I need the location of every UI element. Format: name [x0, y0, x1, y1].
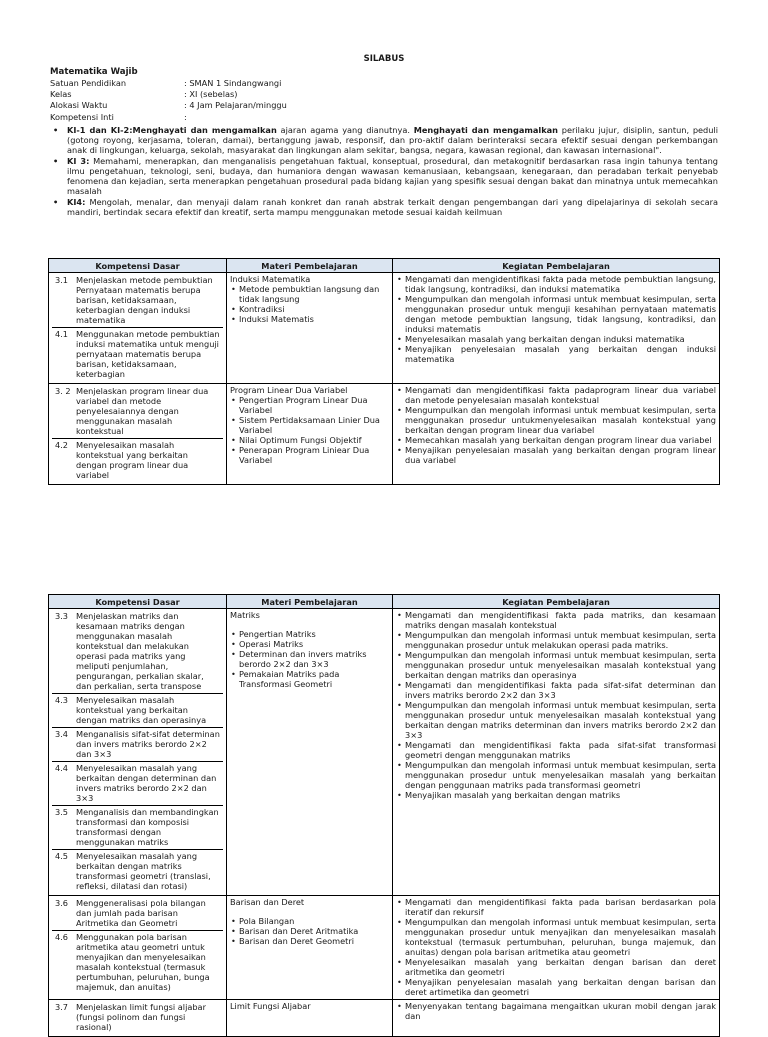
header-materi: Materi Pembelajaran — [227, 259, 393, 273]
kd-line — [55, 386, 220, 436]
kegiatan-cell — [393, 896, 720, 1000]
core-competency-item — [50, 197, 718, 217]
kegiatan-item: • Menyajikan penyelesaian masalah yang berkaitan dengan barisan dan deret artimetika dan geometri — [396, 977, 716, 997]
materi-list — [230, 395, 389, 465]
kd-number: 3. 2 — [55, 386, 71, 396]
materi-item: • Sistem Pertidaksamaan Linier Dua Variabel — [230, 415, 389, 435]
school-info — [50, 78, 287, 123]
kd-number: 3.6 — [55, 898, 69, 908]
info-row — [50, 100, 287, 111]
kegiatan-item: • Mengamati dan mengidentifikasi fakta padaprogram linear dua variabel dan metode penyelesaian masalah kontekstual — [396, 385, 716, 405]
info-label: Alokasi Waktu — [50, 100, 108, 111]
ki-text: Memahami, menerapkan, dan menganalisis pengetahuan faktual, konseptual, prosedural, dan metakognitif berdasarkan rasa ingin tahunya tentang ilmu pengetahuan, teknologi, seni, budaya, dan humaniora dengan wawasan kemanusiaan, kebangsaan, kenegaraan, dan peradaban terkait penyebab fenomena dan kejadian, serta menerapkan pengetahuan prosedural pada bidang kajian yang spesifik sesuai dengan bakat dan minatnya untuk memecahkan masalah — [67, 156, 718, 196]
header-kegiatan: Kegiatan Pembelajaran — [393, 259, 720, 273]
materi-item: • Pengertian Program Linear Dua Variabel — [230, 395, 389, 415]
kegiatan-item: • Mengumpulkan dan mengolah informasi untuk membuat kesimpulan, serta menggunakan prosedur untuk melakukan operasi pada matriks. — [396, 630, 716, 650]
info-value: : — [184, 111, 187, 122]
header-kegiatan: Kegiatan Pembelajaran — [393, 595, 720, 609]
ki-text: Mengolah, menalar, dan menyaji dalam ranah konkret dan ranah abstrak terkait dengan pengembangan dari yang dipelajarinya di sekolah secara mandiri, bertindak secara efektif dan kreatif, serta mampu menggunakan metode sesuai kaidah keilmuan — [67, 197, 718, 217]
kegiatan-item: • Mengumpulkan dan mengolah informasi untuk membuat kesimpulan, serta menggunakan prosedur untukmenyelesaikan masalah kontekstual yang berkaitan dengan program linear dua variabel — [396, 405, 716, 435]
kegiatan-item: • Menyelesaikan masalah yang berkaitan dengan barisan dan deret aritmetika dan geometri — [396, 957, 716, 977]
table-row — [49, 273, 720, 384]
materi-item: • Pengertian Matriks — [230, 629, 389, 639]
materi-item: • Metode pembuktian langsung dan tidak langsung — [230, 284, 389, 304]
info-row — [50, 89, 287, 100]
kd-entry — [52, 897, 223, 930]
header-kompetensi-dasar: Kompetensi Dasar — [49, 595, 227, 609]
kegiatan-list — [396, 1001, 716, 1021]
kd-entry — [52, 805, 223, 849]
kd-text: Menjelaskan metode pembuktian Pernyataan matematis berupa barisan, ketidaksamaan, keterbagian dengan induksi matematika — [76, 275, 213, 325]
header-materi: Materi Pembelajaran — [227, 595, 393, 609]
core-competency-item — [50, 125, 718, 155]
materi-item: • Operasi Matriks — [230, 639, 389, 649]
kd-line — [55, 851, 220, 891]
materi-cell — [227, 1000, 393, 1037]
kd-text: Menggeneralisasi pola bilangan dan jumlah pada barisan Aritmetika dan Geometri — [76, 898, 206, 928]
kd-text: Menggunakan pola barisan aritmetika atau geometri untuk menyajikan dan menyelesaikan masalah kontekstual (termasuk pertumbuhan, peluruhan, bunga majemuk, dan anuitas) — [76, 932, 210, 992]
materi-item: • Nilai Optimum Fungsi Objektif — [230, 435, 389, 445]
kd-text: Menyelesaikan masalah yang berkaitan dengan determinan dan invers matriks berordo 2×2 dan 3×3 — [76, 763, 217, 803]
kompetensi-dasar-cell — [49, 609, 227, 896]
table-header-row — [49, 595, 720, 609]
syllabus-table-1 — [48, 258, 720, 485]
materi-cell — [227, 273, 393, 384]
kd-text: Menyelesaikan masalah yang berkaitan dengan matriks transformasi geometri (translasi, refleksi, dilatasi dan rotasi) — [76, 851, 211, 891]
kd-line — [55, 807, 220, 847]
kd-number: 4.3 — [55, 695, 69, 705]
kd-number: 3.1 — [55, 275, 69, 285]
kd-entry — [52, 274, 223, 327]
kd-entry — [52, 610, 223, 693]
kd-line — [55, 729, 220, 759]
materi-item: • Kontradiksi — [230, 304, 389, 314]
kompetensi-dasar-cell — [49, 273, 227, 384]
kd-line — [55, 1002, 220, 1032]
kd-line — [55, 275, 220, 325]
kd-entry — [52, 849, 223, 893]
kd-text: Menggunakan metode pembuktian induksi matematika untuk menguji pernyataan matematis berupa barisan, ketidaksamaan, keterbagian — [76, 329, 220, 379]
kd-line — [55, 932, 220, 992]
materi-item: • Induksi Matematis — [230, 314, 389, 324]
materi-title: Matriks — [230, 610, 260, 620]
materi-cell — [227, 896, 393, 1000]
kd-entry — [52, 327, 223, 381]
kegiatan-item: • Mengumpulkan dan mengolah informasi untuk membuat kesimpulan, serta menggunakan prosedur untuk menyelesaikan masalah kontekstual yang berkaitan dengan matriks determinan dan invers matriks berordo 2×2 dan 3×3 — [396, 700, 716, 740]
subject-heading: Matematika Wajib — [50, 67, 138, 77]
materi-list — [230, 916, 389, 946]
info-value: : XI (sebelas) — [184, 89, 238, 100]
kd-entry — [52, 385, 223, 438]
info-row — [50, 112, 287, 123]
kd-entry — [52, 761, 223, 805]
kd-number: 4.4 — [55, 763, 69, 773]
info-label: Kompetensi Inti — [50, 111, 114, 122]
materi-cell — [227, 609, 393, 896]
kegiatan-item: • Mengamati dan mengidentifikasi fakta pada sifat-sifat determinan dan invers matriks berordo 2×2 dan 3×3 — [396, 680, 716, 700]
kd-line — [55, 898, 220, 928]
info-label: Kelas — [50, 89, 72, 100]
materi-list — [230, 629, 389, 689]
kd-number: 3.5 — [55, 807, 69, 817]
kd-line — [55, 329, 220, 379]
materi-spacer — [230, 620, 389, 629]
kegiatan-item: • Mengumpulkan dan mengolah informasi untuk membuat kesimpulan, serta menggunakan prosedur untuk menguji kesahihan pernyataan matematis dengan metode pembuktian langsung, tidak langsung, kontradiksi, dan induksi matematis — [396, 294, 716, 334]
kd-text: Menjelaskan matriks dan kesamaan matriks dengan menggunakan masalah kontekstual dan melakukan operasi pada matriks yang meliputi penjumlahan, pengurangan, perkalian skalar, dan perkalian, serta transpose — [76, 611, 204, 691]
header-kompetensi-dasar: Kompetensi Dasar — [49, 259, 227, 273]
kegiatan-item: • Mengumpulkan dan mengolah informasi untuk membuat kesimpulan, serta menggunakan prosedur untuk menyelesaikan masalah kontekstual yang berkaitan dengan matriks dan operasinya — [396, 650, 716, 680]
ki-text: perilaku jujur, disiplin, santun, peduli (gotong royong, kerjasama, toleran, damai), bertanggung jawab, responsif, dan pro-aktif dalam berinteraksi secara efektif sesuai dengan perkembangan anak di lingkungan, keluarga, sekolah, masyarakat dan lingkungan alam sekitar, bangsa, negara, kawasan regional, dan kawasan internasional". — [67, 125, 718, 155]
kegiatan-item: • Mengumpulkan dan mengolah informasi untuk membuat kesimpulan, serta menggunakan prosedur untuk menyajikan dan menyelesaikan masalah kontekstual (termasuk pertumbuhan, peluruhan, bunga majemuk, dan anuitas) dengan pola barisan aritmetika atau geometri — [396, 917, 716, 957]
kegiatan-item: • Memecahkan masalah yang berkaitan dengan program linear dua variabel — [396, 435, 716, 445]
kd-entry — [52, 727, 223, 761]
kd-line — [55, 440, 220, 480]
table-row — [49, 609, 720, 896]
kd-number: 4.1 — [55, 329, 69, 339]
materi-item: • Penerapan Program Liniear Dua Variabel — [230, 445, 389, 465]
kd-entry — [52, 1001, 223, 1034]
kd-text: Menjelaskan limit fungsi aljabar (fungsi polinom dan fungsi rasional) — [76, 1002, 206, 1032]
kd-text: Menyelesaikan masalah kontekstual yang berkaitan dengan matriks dan operasinya — [76, 695, 207, 725]
kd-line — [55, 763, 220, 803]
kd-entry — [52, 930, 223, 994]
kegiatan-item: • Mengamati dan mengidentifikasi fakta pada matriks, dan kesamaan matriks dengan masalah kontekstual — [396, 610, 716, 630]
kegiatan-cell — [393, 609, 720, 896]
ki-emphasis: Menghayati dan mengamalkan — [413, 125, 559, 135]
core-competency-list — [50, 125, 718, 218]
ki-lead: KI4: — [67, 197, 86, 207]
info-value: : SMAN 1 Sindangwangi — [184, 78, 282, 88]
kd-entry — [52, 693, 223, 727]
kegiatan-item: • Menyajikan masalah yang berkaitan dengan matriks — [396, 790, 716, 800]
syllabus-table-2 — [48, 594, 720, 1037]
kegiatan-item: • Mengumpulkan dan mengolah informasi untuk membuat kesimpulan, serta menggunakan prosedur untuk menyelesaikan masalah yang berkaitan dengan penggunaan matriks pada transformasi geometri — [396, 760, 716, 790]
info-row — [50, 78, 287, 89]
kegiatan-item: • Menyajikan penyelesaian masalah yang berkaitan dengan program linear dua variabel — [396, 445, 716, 465]
kegiatan-item: • Mengamati dan mengidentifikasi fakta pada metode pembuktian langsung, tidak langsung, kontradiksi, dan induksi matematika — [396, 274, 716, 294]
kegiatan-item: • Mengamati dan mengidentifikasi fakta pada sifat-sifat transformasi geometri dengan menggunakan matriks — [396, 740, 716, 760]
kd-entry — [52, 438, 223, 482]
kegiatan-list — [396, 897, 716, 997]
materi-cell — [227, 384, 393, 485]
kegiatan-list — [396, 274, 716, 364]
ki-lead: KI-1 dan KI-2:Menghayati dan mengamalkan — [67, 125, 277, 135]
kd-number: 3.7 — [55, 1002, 69, 1012]
materi-item: • Pemakaian Matriks pada Transformasi Geometri — [230, 669, 389, 689]
kd-number: 4.6 — [55, 932, 69, 942]
kd-number: 3.3 — [55, 611, 69, 621]
table-header-row — [49, 259, 720, 273]
kd-line — [55, 611, 220, 691]
kd-text: Menyelesaikan masalah kontekstual yang berkaitan dengan program linear dua variabel — [76, 440, 189, 480]
kegiatan-item: • Menyelesaikan masalah yang berkaitan dengan induksi matematika — [396, 334, 716, 344]
kd-number: 4.5 — [55, 851, 69, 861]
materi-title: Program Linear Dua Variabel — [230, 385, 348, 395]
table-row — [49, 384, 720, 485]
ki-lead: KI 3: — [67, 156, 90, 166]
kd-number: 3.4 — [55, 729, 69, 739]
kd-number: 4.2 — [55, 440, 69, 450]
page-title: SILABUS — [363, 54, 405, 64]
materi-item: • Barisan dan Deret Geometri — [230, 936, 389, 946]
materi-title: Barisan dan Deret — [230, 897, 305, 907]
materi-item: • Determinan dan invers matriks berordo 2×2 dan 3×3 — [230, 649, 389, 669]
kegiatan-list — [396, 385, 716, 465]
kegiatan-item: • Mengamati dan mengidentifikasi fakta pada barisan berdasarkan pola iteratif dan rekursif — [396, 897, 716, 917]
kegiatan-list — [396, 610, 716, 800]
materi-item: • Barisan dan Deret Aritmatika — [230, 926, 389, 936]
materi-title: Induksi Matematika — [230, 274, 311, 284]
materi-title: Limit Fungsi Aljabar — [230, 1001, 311, 1011]
materi-item: • Pola Bilangan — [230, 916, 389, 926]
kd-text: Menganalisis dan membandingkan transformasi dan komposisi transformasi dengan menggunakan matriks — [76, 807, 219, 847]
kompetensi-dasar-cell — [49, 384, 227, 485]
kegiatan-cell — [393, 384, 720, 485]
kegiatan-item: • Menyenyakan tentang bagaimana mengaitkan ukuran mobil dengan jarak dan — [396, 1001, 716, 1021]
kegiatan-cell — [393, 273, 720, 384]
kompetensi-dasar-cell — [49, 1000, 227, 1037]
info-value: : 4 Jam Pelajaran/minggu — [184, 100, 287, 111]
ki-text: ajaran agama yang dianutnya. — [276, 125, 414, 135]
materi-list — [230, 284, 389, 324]
materi-spacer — [230, 907, 389, 916]
table-row — [49, 1000, 720, 1037]
table-row — [49, 896, 720, 1000]
core-competency-item — [50, 156, 718, 196]
kd-line — [55, 695, 220, 725]
kegiatan-cell — [393, 1000, 720, 1037]
info-label: Satuan Pendidikan — [50, 78, 127, 88]
kompetensi-dasar-cell — [49, 896, 227, 1000]
kegiatan-item: • Menyajikan penyelesaian masalah yang berkaitan dengan induksi matematika — [396, 344, 716, 364]
kd-text: Menjelaskan program linear dua variabel dan metode penyelesaiannya dengan menggunakan masalah kontekstual — [76, 386, 209, 436]
kd-text: Menganalisis sifat-sifat determinan dan invers matriks berordo 2×2 dan 3×3 — [76, 729, 220, 759]
